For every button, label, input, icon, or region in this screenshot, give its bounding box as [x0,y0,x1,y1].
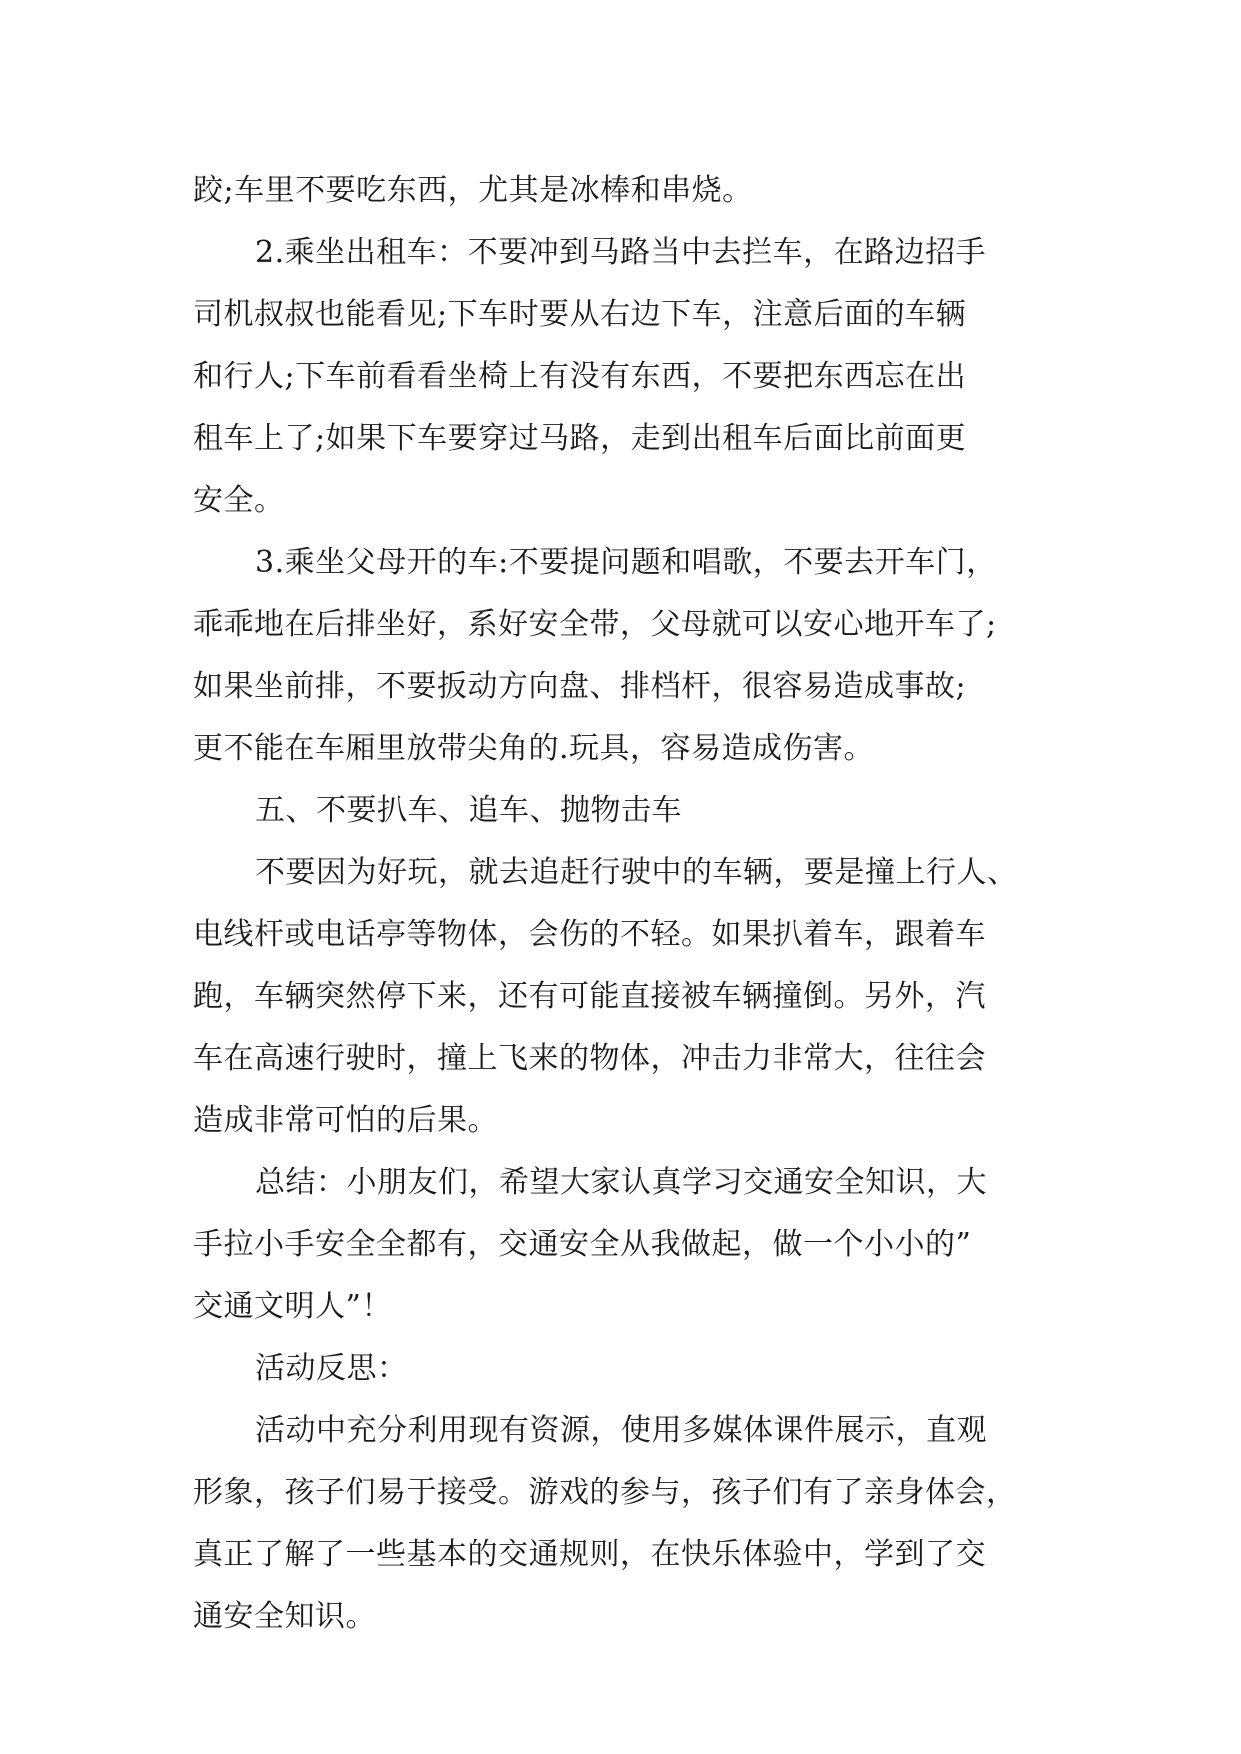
paragraph-line: 安全。 [193,483,285,518]
paragraph-line: 和行人;下车前看看坐椅上有没有东西，不要把东西忘在出 [193,359,967,394]
document-body [193,160,1063,1648]
paragraph-line: 手拉小手安全全都有，交通安全从我做起，做一个小小的” [193,1227,972,1262]
paragraph-line: 乖乖地在后排坐好，系好安全带，父母就可以安心地开车了; [193,607,997,642]
paragraph-line: 如果坐前排，不要扳动方向盘、排档杆，很容易造成事故; [193,669,967,704]
section-heading: 五、不要扒车、追车、抛物击车 [255,793,682,828]
paragraph-line: 跤;车里不要吃东西，尤其是冰棒和串烧。 [193,173,753,208]
paragraph-line: 租车上了;如果下车要穿过马路，走到出租车后面比前面更 [193,421,967,456]
paragraph-line: 车在高速行驶时，撞上飞来的物体，冲击力非常大，往往会 [193,1041,986,1076]
paragraph-line: 活动中充分利用现有资源，使用多媒体课件展示，直观 [255,1413,987,1448]
paragraph-line: 2.乘坐出租车：不要冲到马路当中去拦车，在路边招手 [255,235,987,270]
paragraph-line: 造成非常可怕的后果。 [193,1103,498,1138]
paragraph-line: 真正了解了一些基本的交通规则，在快乐体验中，学到了交 [193,1537,986,1572]
paragraph-line: 通安全知识。 [193,1599,376,1634]
paragraph-line: 3.乘坐父母开的车:不要提问题和唱歌，不要去开车门， [255,545,997,580]
paragraph-line: 司机叔叔也能看见;下车时要从右边下车，注意后面的车辆 [193,297,967,332]
paragraph-line: 电线杆或电话亭等物体，会伤的不轻。如果扒着车，跟着车 [193,917,986,952]
section-heading: 活动反思： [255,1351,408,1386]
paragraph-line: 交通文明人”！ [193,1289,392,1324]
paragraph-line: 不要因为好玩，就去追赶行驶中的车辆，要是撞上行人、 [255,855,1018,890]
paragraph-line: 总结：小朋友们，希望大家认真学习交通安全知识，大 [255,1165,987,1200]
paragraph-line: 跑，车辆突然停下来，还有可能直接被车辆撞倒。另外，汽 [193,979,986,1014]
paragraph-line: 形象，孩子们易于接受。游戏的参与，孩子们有了亲身体会， [193,1475,1017,1510]
paragraph-line: 更不能在车厢里放带尖角的.玩具，容易造成伤害。 [193,731,875,766]
